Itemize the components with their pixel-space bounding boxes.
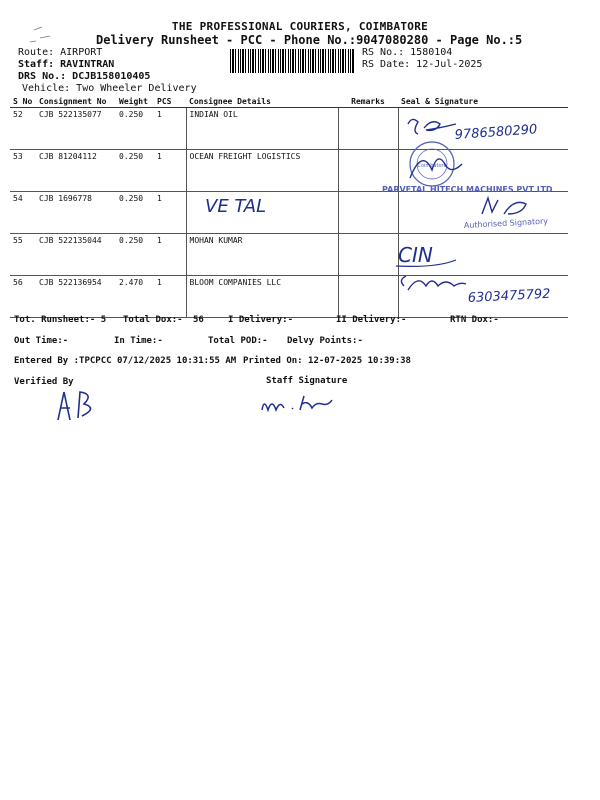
- delvy-points: Delvy Points:-: [287, 336, 363, 346]
- rs-number: RS No.: 1580104: [362, 47, 453, 58]
- cell-weight: 0.250: [116, 108, 154, 150]
- verified-signature: [58, 392, 91, 420]
- handwritten-phone-1: 9786580290: [454, 122, 538, 143]
- vehicle-label: Vehicle: Two Wheeler Delivery: [22, 83, 197, 94]
- document-title: THE PROFESSIONAL COURIERS, COIMBATORE: [171, 20, 429, 33]
- out-time: Out Time:-: [14, 336, 69, 346]
- in-time: In Time:-: [114, 336, 163, 346]
- cell-consignee: OCEAN FREIGHT LOGISTICS: [186, 150, 338, 192]
- seal-city: Coimbatore: [417, 163, 447, 169]
- rs-date: RS Date: 12-Jul-2025: [362, 59, 483, 70]
- cell-consignee: [186, 192, 338, 234]
- staff-signature-label: Staff Signature: [266, 376, 348, 386]
- cell-remarks: [338, 234, 398, 276]
- cell-consignee: MOHAN KUMAR: [186, 234, 338, 276]
- cell-seal: [398, 108, 568, 150]
- i-delivery: I Delivery:-: [228, 315, 294, 325]
- staff-signature: [262, 396, 332, 410]
- ii-delivery: II Delivery:-: [336, 315, 407, 325]
- cell-remarks: [338, 150, 398, 192]
- cell-weight: 0.250: [116, 192, 154, 234]
- cell-sno: 53: [10, 150, 36, 192]
- cell-pcs: 1: [154, 234, 186, 276]
- cell-weight: 0.250: [116, 150, 154, 192]
- cell-weight: 0.250: [116, 234, 154, 276]
- handwritten-phone-2: 6303475792: [467, 286, 551, 306]
- table-row: [10, 276, 568, 318]
- cell-consignment: CJB 1696778: [36, 192, 116, 234]
- barcode: [230, 49, 355, 73]
- total-dox-label: Total Dox:-: [123, 315, 183, 325]
- total-dox-value: 56: [193, 315, 204, 325]
- cell-pcs: 1: [154, 192, 186, 234]
- stamp-company: PARVETAL HITECH MACHINES PVT LTD: [382, 185, 553, 194]
- col-sno: S No: [10, 96, 36, 108]
- col-weight: Weight: [116, 96, 154, 108]
- cell-consignment: CJB 81204112: [36, 150, 116, 192]
- runsheet-table: [10, 96, 568, 318]
- cell-pcs: 1: [154, 276, 186, 318]
- table-header-row: [10, 96, 568, 108]
- tot-runsheet: Tot. Runsheet:- 5: [14, 315, 107, 325]
- cell-sno: 55: [10, 234, 36, 276]
- cell-pcs: 1: [154, 108, 186, 150]
- route-label: Route: AIRPORT: [18, 47, 103, 58]
- handwritten-row55: CIN: [398, 243, 433, 267]
- cell-seal: [398, 150, 568, 192]
- cell-consignee: BLOOM COMPANIES LLC: [186, 276, 338, 318]
- col-seal: Seal & Signature: [398, 96, 568, 108]
- cell-weight: 2.470: [116, 276, 154, 318]
- handwritten-consignee-row54: VE TAL: [205, 196, 267, 217]
- stamp-authorised: Authorised Signatory: [463, 216, 549, 230]
- cell-sno: 52: [10, 108, 36, 150]
- entered-by: Entered By :TPCPCC 07/12/2025 10:31:55 AM: [14, 356, 237, 366]
- cell-remarks: [338, 108, 398, 150]
- cell-seal: [398, 276, 568, 318]
- cell-sno: 56: [10, 276, 36, 318]
- cell-consignment: CJB 522136954: [36, 276, 116, 318]
- cell-consignment: CJB 522135077: [36, 108, 116, 150]
- document-subtitle: Delivery Runsheet - PCC - Phone No.:9047080280 - Page No.:5: [96, 33, 523, 47]
- cell-remarks: [338, 192, 398, 234]
- staff-label: Staff: RAVINTRAN: [18, 59, 115, 70]
- printed-on: Printed On: 12-07-2025 10:39:38: [243, 356, 411, 366]
- table-row: [10, 234, 568, 276]
- col-pcs: PCS: [154, 96, 186, 108]
- cell-remarks: [338, 276, 398, 318]
- verified-by-label: Verified By: [14, 377, 74, 387]
- col-consignee: Consignee Details: [186, 96, 338, 108]
- col-remarks: Remarks: [338, 96, 398, 108]
- cell-seal: [398, 234, 568, 276]
- rtn-dox: RTN Dox:-: [450, 315, 499, 325]
- cell-seal: [398, 192, 568, 234]
- cell-consignee: INDIAN OIL: [186, 108, 338, 150]
- col-consignment: Consignment No: [36, 96, 116, 108]
- table-row: [10, 192, 568, 234]
- table-row: [10, 150, 568, 192]
- cell-sno: 54: [10, 192, 36, 234]
- cell-consignment: CJB 522135044: [36, 234, 116, 276]
- table-row: [10, 108, 568, 150]
- total-pod: Total POD:-: [208, 336, 268, 346]
- cell-pcs: 1: [154, 150, 186, 192]
- drs-label: DRS No.: DCJB158010405: [18, 71, 151, 82]
